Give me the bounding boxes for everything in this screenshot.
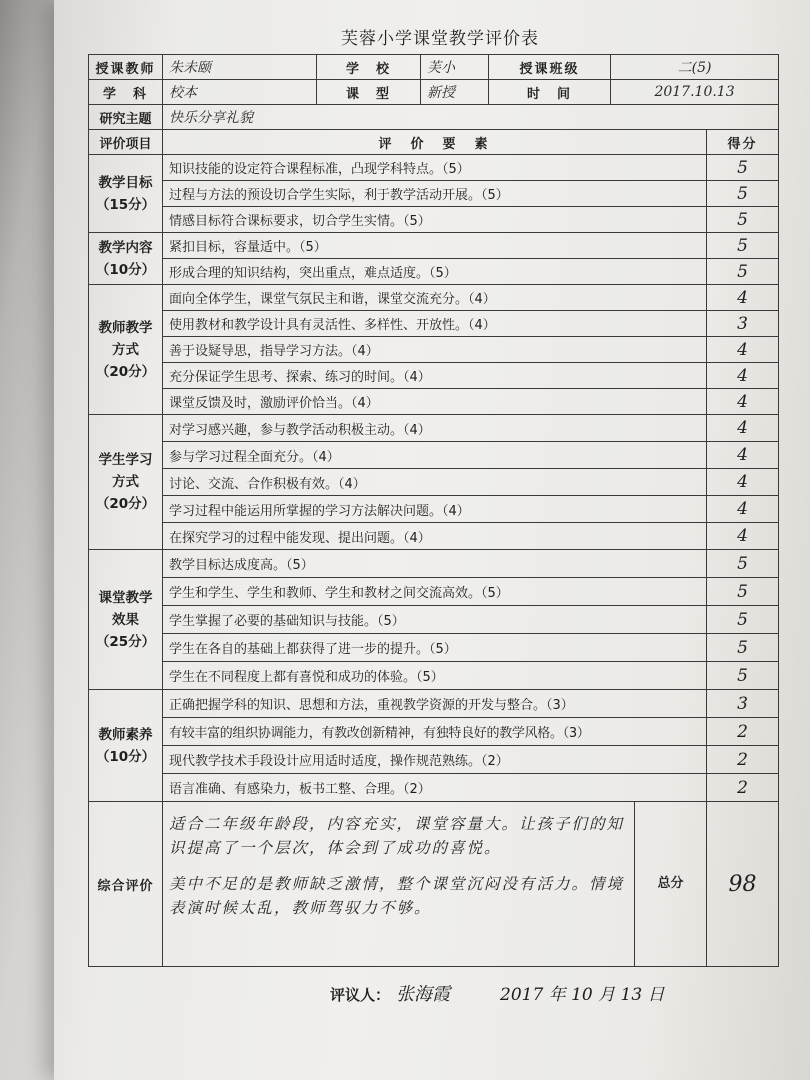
section-learning-method: [89, 415, 163, 550]
school-label: 学 校: [317, 55, 421, 80]
score-value: 4: [707, 337, 779, 363]
score-value: 4: [707, 415, 779, 442]
score-value: 4: [707, 389, 779, 415]
table-row: [89, 442, 779, 469]
subject-value: 校本: [163, 80, 317, 105]
header-score: 得分: [707, 130, 779, 155]
table-row: [89, 233, 779, 259]
score-value: 2: [707, 718, 779, 746]
school-value: 芙小: [421, 55, 489, 80]
score-value: 5: [707, 233, 779, 259]
score-value: 3: [707, 311, 779, 337]
criterion: 善于设疑导思，指导学习方法。（4）: [163, 337, 707, 363]
score-value: 5: [707, 207, 779, 233]
reviewer-signature: 张海霞: [396, 984, 451, 1005]
type-label: 课 型: [317, 80, 421, 105]
criterion: 有较丰富的组织协调能力，有教改创新精神，有独特良好的教学风格。（3）: [163, 718, 707, 746]
class-value: 二(5): [611, 55, 779, 80]
score-value: 5: [707, 578, 779, 606]
table-row: [89, 718, 779, 746]
criterion: 面向全体学生，课堂气氛民主和谐，课堂交流充分。（4）: [163, 285, 707, 311]
criterion: 在探究学习的过程中能发现、提出问题。（4）: [163, 523, 707, 550]
table-row: [89, 662, 779, 690]
header-row: [89, 130, 779, 155]
criterion: 紧扣目标，容量适中。（5）: [163, 233, 707, 259]
section-name: 教学目标: [98, 174, 153, 191]
score-value: 5: [707, 550, 779, 578]
score-value: 5: [707, 662, 779, 690]
total-label: 总分: [635, 802, 707, 967]
class-label: 授课班级: [489, 55, 611, 80]
section-name: 教师素养: [98, 726, 153, 743]
section-name: 学生学习方式: [98, 452, 153, 490]
summary-row: [89, 802, 779, 967]
criterion: 充分保证学生思考、探索、练习的时间。（4）: [163, 363, 707, 389]
score-value: 5: [707, 155, 779, 181]
criterion: 教学目标达成度高。（5）: [163, 550, 707, 578]
footer: [330, 980, 665, 1006]
criterion: 使用教材和教学设计具有灵活性、多样性、开放性。（4）: [163, 311, 707, 337]
section-goals: [89, 155, 163, 233]
evaluation-form: [88, 54, 779, 967]
criterion: 学生在各自的基础上都获得了进一步的提升。（5）: [163, 634, 707, 662]
criterion: 参与学习过程全面充分。（4）: [163, 442, 707, 469]
score-value: 5: [707, 259, 779, 285]
time-value: 2017.10.13: [611, 80, 779, 105]
table-row: [89, 606, 779, 634]
section-content: [89, 233, 163, 285]
score-value: 5: [707, 181, 779, 207]
table-row: [89, 363, 779, 389]
section-points: （15分）: [95, 196, 156, 213]
info-row-1: [89, 55, 779, 80]
table-row: [89, 496, 779, 523]
score-value: 4: [707, 285, 779, 311]
header-requirements: 评 价 要 素: [163, 130, 707, 155]
criterion: 学生和学生、学生和教师、学生和教材之间交流高效。（5）: [163, 578, 707, 606]
score-value: 3: [707, 690, 779, 718]
table-row: [89, 746, 779, 774]
total-score: 98: [707, 802, 779, 967]
topic-value: 快乐分享礼貌: [163, 105, 779, 130]
comment-line: 美中不足的是教师缺乏激情，整个课堂沉闷没有活力。情境表演时候太乱，教师驾驭力不够。: [169, 875, 625, 917]
table-row: [89, 285, 779, 311]
info-row-3: [89, 105, 779, 130]
section-points: （20分）: [95, 363, 156, 380]
time-label: 时 间: [489, 80, 611, 105]
score-value: 4: [707, 469, 779, 496]
section-name: 教学内容: [98, 239, 153, 256]
score-value: 5: [707, 634, 779, 662]
page-title: 芙蓉小学课堂教学评价表: [341, 29, 539, 49]
section-points: （10分）: [95, 261, 156, 278]
section-points: （25分）: [95, 633, 156, 650]
score-value: 4: [707, 523, 779, 550]
table-row: [89, 155, 779, 181]
criterion: 过程与方法的预设切合学生实际，利于教学活动开展。（5）: [163, 181, 707, 207]
criterion: 知识技能的设定符合课程标准，凸现学科特点。（5）: [163, 155, 707, 181]
criterion: 课堂反馈及时，激励评价恰当。（4）: [163, 389, 707, 415]
table-row: [89, 207, 779, 233]
section-teaching-method: [89, 285, 163, 415]
criterion: 学生掌握了必要的基础知识与技能。（5）: [163, 606, 707, 634]
teacher-label: 授课教师: [89, 55, 163, 80]
table-row: [89, 634, 779, 662]
table-row: [89, 181, 779, 207]
summary-label: 综合评价: [89, 802, 163, 967]
section-points: （10分）: [95, 748, 156, 765]
criterion: 学习过程中能运用所掌握的学习方法解决问题。（4）: [163, 496, 707, 523]
criterion: 形成合理的知识结构，突出重点，难点适度。（5）: [163, 259, 707, 285]
comment-line: 适合二年级年龄段，内容充实，课堂容量大。让孩子们的知识提高了一个层次，体会到了成功的喜悦。: [169, 815, 625, 857]
table-row: [89, 337, 779, 363]
info-row-2: [89, 80, 779, 105]
score-value: 4: [707, 442, 779, 469]
table-row: [89, 550, 779, 578]
criterion: 对学习感兴趣，参与教学活动积极主动。（4）: [163, 415, 707, 442]
teacher-value: 朱未颐: [163, 55, 317, 80]
table-row: [89, 469, 779, 496]
review-date: 2017 年 10 月 13 日: [500, 985, 665, 1005]
score-value: 5: [707, 606, 779, 634]
table-row: [89, 690, 779, 718]
section-effect: [89, 550, 163, 690]
criterion: 现代教学技术手段设计应用适时适度，操作规范熟练。（2）: [163, 746, 707, 774]
subject-label: 学 科: [89, 80, 163, 105]
table-row: [89, 774, 779, 802]
section-name: 教师教学方式: [98, 319, 153, 358]
criterion: 学生在不同程度上都有喜悦和成功的体验。（5）: [163, 662, 707, 690]
section-name: 课堂教学效果: [98, 589, 153, 628]
score-value: 2: [707, 746, 779, 774]
criterion: 语言准确、有感染力，板书工整、合理。（2）: [163, 774, 707, 802]
table-row: [89, 523, 779, 550]
section-quality: [89, 690, 163, 802]
type-value: 新授: [421, 80, 489, 105]
criterion: 讨论、交流、合作积极有效。（4）: [163, 469, 707, 496]
table-row: [89, 389, 779, 415]
table-row: [89, 259, 779, 285]
summary-comment: [163, 802, 635, 967]
score-value: 4: [707, 496, 779, 523]
table-row: [89, 311, 779, 337]
reviewer-label: 评议人：: [330, 986, 391, 1004]
score-value: 2: [707, 774, 779, 802]
section-points: （20分）: [95, 496, 156, 512]
table-row: [89, 578, 779, 606]
table-row: [89, 415, 779, 442]
criterion: 情感目标符合课标要求，切合学生实情。（5）: [163, 207, 707, 233]
criterion: 正确把握学科的知识、思想和方法，重视教学资源的开发与整合。（3）: [163, 690, 707, 718]
header-item: 评价项目: [89, 130, 163, 155]
score-value: 4: [707, 363, 779, 389]
topic-label: 研究主题: [89, 105, 163, 130]
